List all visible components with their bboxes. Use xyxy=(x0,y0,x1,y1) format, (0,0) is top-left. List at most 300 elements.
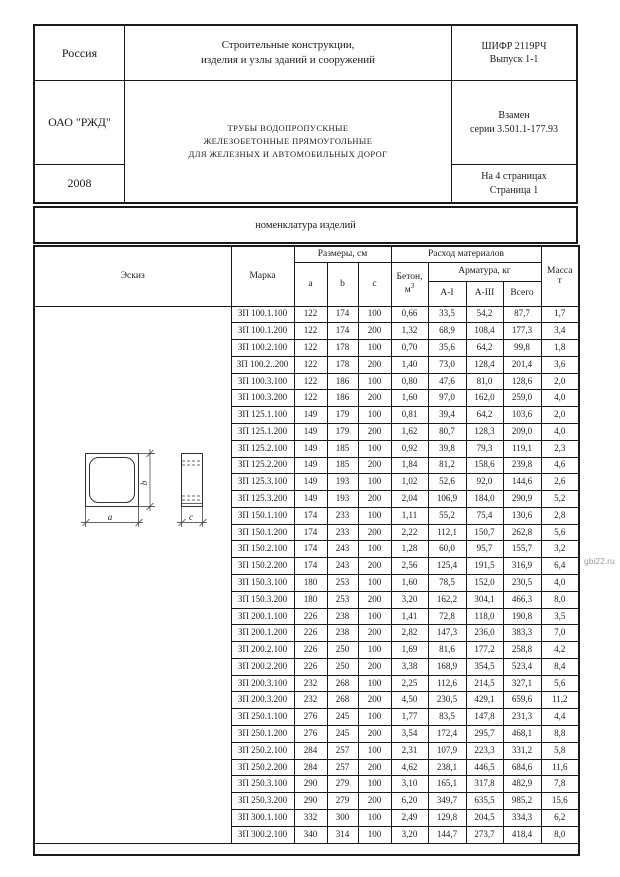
cell-mark: ЗП 200.2.200 xyxy=(231,658,294,675)
cell-mark: ЗП 100.1.200 xyxy=(231,323,294,340)
cell-dim-c: 100 xyxy=(358,642,391,659)
cell-dim-b: 279 xyxy=(327,793,358,810)
cell-dim-a: 149 xyxy=(294,457,327,474)
cell-concrete: 3,20 xyxy=(391,826,428,843)
cell-mass: 7,8 xyxy=(541,776,579,793)
cell-mark: ЗП 125.3.100 xyxy=(231,474,294,491)
cell-rebar-aiii: 204,5 xyxy=(466,809,503,826)
replaces-cell xyxy=(452,81,576,165)
cell-rebar-aiii: 54,2 xyxy=(466,306,503,323)
cell-mass: 11,2 xyxy=(541,692,579,709)
cell-rebar-ai: 81,2 xyxy=(428,457,466,474)
cell-dim-b: 268 xyxy=(327,692,358,709)
cell-concrete: 2,82 xyxy=(391,625,428,642)
cipher-code: ШИФР 2119РЧ xyxy=(481,40,547,52)
cell-rebar-total: 230,5 xyxy=(503,575,541,592)
cell-rebar-total: 482,9 xyxy=(503,776,541,793)
cell-dim-b: 245 xyxy=(327,726,358,743)
cell-dim-a: 232 xyxy=(294,692,327,709)
cell-concrete: 2,25 xyxy=(391,675,428,692)
cell-dim-a: 226 xyxy=(294,658,327,675)
cell-rebar-total: 684,6 xyxy=(503,759,541,776)
cell-concrete: 2,31 xyxy=(391,742,428,759)
cell-dim-c: 200 xyxy=(358,692,391,709)
col-group-rebar: Арматура, кг xyxy=(428,262,541,281)
cell-rebar-total: 327,1 xyxy=(503,675,541,692)
cell-dim-a: 226 xyxy=(294,608,327,625)
cell-dim-c: 100 xyxy=(358,306,391,323)
cell-rebar-total: 87,7 xyxy=(503,306,541,323)
cell-rebar-total: 155,7 xyxy=(503,541,541,558)
sketch-cell xyxy=(34,306,231,843)
cell-concrete: 4,62 xyxy=(391,759,428,776)
cell-rebar-aiii: 635,5 xyxy=(466,793,503,810)
cell-rebar-total: 258,8 xyxy=(503,642,541,659)
cell-mark: ЗП 150.2.200 xyxy=(231,558,294,575)
cell-mass: 5,6 xyxy=(541,675,579,692)
cell-mark: ЗП 250.2.100 xyxy=(231,742,294,759)
concrete-label-unit: м xyxy=(404,285,411,296)
col-header-rebar-total: Всего xyxy=(503,281,541,306)
cell-rebar-total: 466,3 xyxy=(503,591,541,608)
cell-concrete: 0,81 xyxy=(391,407,428,424)
cell-concrete: 1,02 xyxy=(391,474,428,491)
dim-label-c: c xyxy=(189,511,193,522)
cell-dim-a: 149 xyxy=(294,474,327,491)
cell-dim-c: 200 xyxy=(358,558,391,575)
cell-dim-b: 179 xyxy=(327,423,358,440)
cell-mass: 7,0 xyxy=(541,625,579,642)
cell-dim-c: 200 xyxy=(358,625,391,642)
cell-dim-a: 276 xyxy=(294,709,327,726)
cell-dim-a: 149 xyxy=(294,491,327,508)
cell-concrete: 2,04 xyxy=(391,491,428,508)
cell-rebar-ai: 47,6 xyxy=(428,373,466,390)
cell-mass: 8,0 xyxy=(541,591,579,608)
cell-dim-b: 253 xyxy=(327,591,358,608)
cell-rebar-aiii: 304,1 xyxy=(466,591,503,608)
cell-mass: 1,7 xyxy=(541,306,579,323)
dim-label-b: b xyxy=(139,480,149,485)
cell-rebar-ai: 68,9 xyxy=(428,323,466,340)
cell-dim-a: 284 xyxy=(294,742,327,759)
cell-dim-b: 238 xyxy=(327,608,358,625)
cell-mark: ЗП 125.2.200 xyxy=(231,457,294,474)
cell-dim-b: 250 xyxy=(327,658,358,675)
cell-mark: ЗП 250.1.100 xyxy=(231,709,294,726)
cell-dim-a: 149 xyxy=(294,423,327,440)
cell-mark: ЗП 200.3.200 xyxy=(231,692,294,709)
cell-dim-c: 200 xyxy=(358,457,391,474)
cell-dim-b: 185 xyxy=(327,440,358,457)
cell-mark: ЗП 250.3.100 xyxy=(231,776,294,793)
company-cell xyxy=(35,81,125,165)
col-header-dim-b: b xyxy=(327,262,358,306)
page-number: Страница 1 xyxy=(489,184,539,196)
cell-mass: 4,0 xyxy=(541,575,579,592)
cell-dim-b: 243 xyxy=(327,541,358,558)
cell-dim-b: 300 xyxy=(327,809,358,826)
front-view-outline xyxy=(86,453,139,506)
cell-concrete: 1,84 xyxy=(391,457,428,474)
cell-rebar-aiii: 317,8 xyxy=(466,776,503,793)
cell-dim-a: 332 xyxy=(294,809,327,826)
cell-rebar-aiii: 446,5 xyxy=(466,759,503,776)
pages-cell xyxy=(452,165,576,202)
cell-rebar-total: 985,2 xyxy=(503,793,541,810)
replaces-line-1: Взамен xyxy=(498,110,530,121)
cell-dim-b: 243 xyxy=(327,558,358,575)
cell-mark: ЗП 200.3.100 xyxy=(231,675,294,692)
cell-mass: 3,2 xyxy=(541,541,579,558)
cell-dim-a: 122 xyxy=(294,373,327,390)
cell-mark: ЗП 300.1.100 xyxy=(231,809,294,826)
footer-strip-row xyxy=(34,843,579,855)
cell-dim-c: 200 xyxy=(358,323,391,340)
product-sketch-drawing xyxy=(35,307,230,843)
cell-dim-a: 174 xyxy=(294,541,327,558)
cell-rebar-ai: 162,2 xyxy=(428,591,466,608)
cell-dim-a: 149 xyxy=(294,440,327,457)
cell-concrete: 1,60 xyxy=(391,575,428,592)
cell-mark: ЗП 100.1.100 xyxy=(231,306,294,323)
cell-rebar-ai: 60,0 xyxy=(428,541,466,558)
cell-mass: 5,2 xyxy=(541,491,579,508)
cell-rebar-total: 259,0 xyxy=(503,390,541,407)
cell-rebar-total: 201,4 xyxy=(503,356,541,373)
cell-dim-b: 178 xyxy=(327,356,358,373)
cell-mark: ЗП 250.3.200 xyxy=(231,793,294,810)
cell-rebar-aiii: 223,3 xyxy=(466,742,503,759)
cell-mass: 1,8 xyxy=(541,340,579,357)
footer-strip-cell xyxy=(34,843,579,855)
cell-mass: 5,8 xyxy=(541,742,579,759)
cell-rebar-aiii: 429,1 xyxy=(466,692,503,709)
cell-rebar-ai: 33,5 xyxy=(428,306,466,323)
country-label: Россия xyxy=(61,45,98,60)
cell-rebar-aiii: 128,3 xyxy=(466,423,503,440)
cell-dim-a: 180 xyxy=(294,575,327,592)
cell-mass: 2,0 xyxy=(541,407,579,424)
cell-rebar-total: 334,3 xyxy=(503,809,541,826)
cell-rebar-ai: 73,0 xyxy=(428,356,466,373)
cell-dim-c: 100 xyxy=(358,709,391,726)
cell-dim-b: 245 xyxy=(327,709,358,726)
cell-dim-c: 200 xyxy=(358,793,391,810)
cell-dim-b: 279 xyxy=(327,776,358,793)
cell-dim-a: 290 xyxy=(294,793,327,810)
cell-mass: 3,6 xyxy=(541,356,579,373)
cell-dim-c: 100 xyxy=(358,776,391,793)
cell-dim-a: 174 xyxy=(294,524,327,541)
year-label: 2008 xyxy=(67,176,92,191)
cell-mass: 4,2 xyxy=(541,642,579,659)
cell-concrete: 1,77 xyxy=(391,709,428,726)
cell-dim-a: 226 xyxy=(294,625,327,642)
cell-dim-a: 340 xyxy=(294,826,327,843)
cell-rebar-aiii: 128,4 xyxy=(466,356,503,373)
cell-mass: 3,5 xyxy=(541,608,579,625)
cell-concrete: 3,54 xyxy=(391,726,428,743)
cell-rebar-ai: 147,3 xyxy=(428,625,466,642)
cell-concrete: 0,92 xyxy=(391,440,428,457)
subject-cell xyxy=(125,26,452,81)
cell-dim-c: 200 xyxy=(358,591,391,608)
year-cell xyxy=(35,165,125,202)
cell-mass: 4,6 xyxy=(541,457,579,474)
cell-dim-a: 180 xyxy=(294,591,327,608)
title-line-2: ЖЕЛЕЗОБЕТОННЫЕ ПРЯМОУГОЛЬНЫЕ xyxy=(203,136,373,147)
cell-rebar-aiii: 191,5 xyxy=(466,558,503,575)
country-cell xyxy=(35,26,125,81)
cell-rebar-total: 130,6 xyxy=(503,507,541,524)
cell-rebar-aiii: 354,5 xyxy=(466,658,503,675)
cell-mark: ЗП 300.2.100 xyxy=(231,826,294,843)
cell-rebar-ai: 55,2 xyxy=(428,507,466,524)
cell-dim-c: 100 xyxy=(358,340,391,357)
cell-concrete: 1,69 xyxy=(391,642,428,659)
cell-dim-b: 185 xyxy=(327,457,358,474)
cell-rebar-ai: 144,7 xyxy=(428,826,466,843)
mass-label-line2: т xyxy=(557,276,562,287)
cell-dim-b: 250 xyxy=(327,642,358,659)
cell-rebar-aiii: 184,0 xyxy=(466,491,503,508)
cell-concrete: 3,20 xyxy=(391,591,428,608)
cell-concrete: 2,56 xyxy=(391,558,428,575)
cell-dim-c: 100 xyxy=(358,373,391,390)
cell-mark: ЗП 125.1.200 xyxy=(231,423,294,440)
cell-concrete: 1,40 xyxy=(391,356,428,373)
col-group-materials: Расход материалов xyxy=(391,246,541,262)
nomenclature-table xyxy=(33,245,580,856)
col-header-rebar-aiii: А-III xyxy=(466,281,503,306)
cell-rebar-aiii: 295,7 xyxy=(466,726,503,743)
cell-mark: ЗП 100.2.100 xyxy=(231,340,294,357)
mass-label-line1: Масса xyxy=(547,265,573,276)
cell-dim-c: 100 xyxy=(358,474,391,491)
cell-dim-b: 174 xyxy=(327,306,358,323)
cell-concrete: 3,10 xyxy=(391,776,428,793)
cell-rebar-aiii: 64,2 xyxy=(466,407,503,424)
cell-rebar-ai: 238,1 xyxy=(428,759,466,776)
pages-count: На 4 страницах xyxy=(481,171,547,182)
cell-dim-b: 233 xyxy=(327,524,358,541)
cell-mark: ЗП 100.2..200 xyxy=(231,356,294,373)
cell-mass: 6,2 xyxy=(541,809,579,826)
cell-rebar-ai: 129,8 xyxy=(428,809,466,826)
nomenclature-table-body xyxy=(34,306,579,843)
cell-mark: ЗП 150.1.100 xyxy=(231,507,294,524)
cell-concrete: 1,41 xyxy=(391,608,428,625)
cell-rebar-aiii: 81,0 xyxy=(466,373,503,390)
cell-rebar-total: 103,6 xyxy=(503,407,541,424)
cell-dim-a: 122 xyxy=(294,340,327,357)
cell-rebar-aiii: 92,0 xyxy=(466,474,503,491)
cell-dim-b: 179 xyxy=(327,407,358,424)
col-header-dim-c: c xyxy=(358,262,391,306)
cell-mark: ЗП 150.1.200 xyxy=(231,524,294,541)
issue-number: Выпуск 1-1 xyxy=(489,54,539,65)
cell-rebar-total: 99,8 xyxy=(503,340,541,357)
cell-dim-a: 232 xyxy=(294,675,327,692)
cell-rebar-ai: 165,1 xyxy=(428,776,466,793)
cell-mark: ЗП 200.1.200 xyxy=(231,625,294,642)
col-header-dim-a: a xyxy=(294,262,327,306)
document-title-cell xyxy=(125,81,452,202)
cell-rebar-ai: 349,7 xyxy=(428,793,466,810)
cell-rebar-aiii: 75,4 xyxy=(466,507,503,524)
cell-dim-a: 226 xyxy=(294,642,327,659)
title-line-1: ТРУБЫ ВОДОПРОПУСКНЫЕ xyxy=(227,123,349,134)
cell-dim-b: 186 xyxy=(327,373,358,390)
cell-rebar-total: 128,6 xyxy=(503,373,541,390)
subject-line-1: Строительные конструкции, xyxy=(221,39,355,52)
company-label: ОАО "РЖД" xyxy=(48,115,111,130)
cell-mark: ЗП 125.1.100 xyxy=(231,407,294,424)
cell-mark: ЗП 150.3.200 xyxy=(231,591,294,608)
cell-concrete: 1,62 xyxy=(391,423,428,440)
cell-mass: 4,0 xyxy=(541,390,579,407)
cell-dim-c: 100 xyxy=(358,826,391,843)
cipher-cell xyxy=(452,26,576,81)
cell-rebar-total: 383,3 xyxy=(503,625,541,642)
cell-rebar-aiii: 95,7 xyxy=(466,541,503,558)
cell-dim-b: 193 xyxy=(327,491,358,508)
cell-rebar-aiii: 147,8 xyxy=(466,709,503,726)
cell-rebar-ai: 107,9 xyxy=(428,742,466,759)
cell-rebar-ai: 39,4 xyxy=(428,407,466,424)
cell-rebar-total: 144,6 xyxy=(503,474,541,491)
cell-dim-c: 200 xyxy=(358,390,391,407)
cell-dim-c: 100 xyxy=(358,575,391,592)
cell-dim-b: 186 xyxy=(327,390,358,407)
cell-rebar-aiii: 79,3 xyxy=(466,440,503,457)
cell-rebar-total: 177,3 xyxy=(503,323,541,340)
cell-dim-c: 100 xyxy=(358,675,391,692)
cell-dim-b: 268 xyxy=(327,675,358,692)
cell-rebar-total: 468,1 xyxy=(503,726,541,743)
cell-concrete: 1,28 xyxy=(391,541,428,558)
cell-mass: 3,4 xyxy=(541,323,579,340)
col-header-mark: Марка xyxy=(231,246,294,306)
cell-dim-a: 290 xyxy=(294,776,327,793)
cell-mass: 5,6 xyxy=(541,524,579,541)
cell-rebar-aiii: 152,0 xyxy=(466,575,503,592)
cell-rebar-aiii: 118,0 xyxy=(466,608,503,625)
cell-rebar-ai: 52,6 xyxy=(428,474,466,491)
cell-dim-c: 100 xyxy=(358,809,391,826)
cell-concrete: 0,66 xyxy=(391,306,428,323)
replaces-line-2: серии 3.501.1-177.93 xyxy=(469,123,559,135)
cell-rebar-total: 523,4 xyxy=(503,658,541,675)
section-title-box xyxy=(33,206,578,244)
cell-rebar-total: 331,2 xyxy=(503,742,541,759)
cell-concrete: 0,70 xyxy=(391,340,428,357)
cell-rebar-aiii: 158,6 xyxy=(466,457,503,474)
title-line-3: ДЛЯ ЖЕЛЕЗНЫХ И АВТОМОБИЛЬНЫХ ДОРОГ xyxy=(188,148,388,159)
cell-concrete: 4,50 xyxy=(391,692,428,709)
cell-rebar-total: 190,8 xyxy=(503,608,541,625)
cell-rebar-aiii: 162,0 xyxy=(466,390,503,407)
cell-rebar-total: 209,0 xyxy=(503,423,541,440)
cell-rebar-aiii: 177,2 xyxy=(466,642,503,659)
cell-rebar-total: 119,1 xyxy=(503,440,541,457)
cell-dim-b: 257 xyxy=(327,759,358,776)
cell-concrete: 1,32 xyxy=(391,323,428,340)
concrete-unit-sup: 3 xyxy=(410,281,415,290)
cell-rebar-total: 239,8 xyxy=(503,457,541,474)
cell-rebar-ai: 230,5 xyxy=(428,692,466,709)
cell-mark: ЗП 125.2.100 xyxy=(231,440,294,457)
cell-concrete: 1,60 xyxy=(391,390,428,407)
cell-dim-c: 200 xyxy=(358,356,391,373)
cell-dim-b: 238 xyxy=(327,625,358,642)
cell-dim-b: 193 xyxy=(327,474,358,491)
cell-mass: 8,4 xyxy=(541,658,579,675)
cell-rebar-ai: 168,9 xyxy=(428,658,466,675)
cell-dim-c: 200 xyxy=(358,759,391,776)
cell-rebar-total: 290,9 xyxy=(503,491,541,508)
cell-rebar-ai: 112,6 xyxy=(428,675,466,692)
cell-concrete: 6,20 xyxy=(391,793,428,810)
cell-rebar-ai: 106,9 xyxy=(428,491,466,508)
cell-rebar-ai: 35,6 xyxy=(428,340,466,357)
cell-rebar-total: 262,8 xyxy=(503,524,541,541)
cell-dim-c: 100 xyxy=(358,742,391,759)
cell-rebar-ai: 78,5 xyxy=(428,575,466,592)
cell-dim-a: 149 xyxy=(294,407,327,424)
cell-mark: ЗП 100.3.200 xyxy=(231,390,294,407)
cell-rebar-total: 659,6 xyxy=(503,692,541,709)
cell-dim-c: 200 xyxy=(358,491,391,508)
cell-dim-b: 314 xyxy=(327,826,358,843)
cell-dim-a: 174 xyxy=(294,558,327,575)
cell-mark: ЗП 150.2.100 xyxy=(231,541,294,558)
cell-mass: 2,0 xyxy=(541,373,579,390)
cell-dim-c: 100 xyxy=(358,608,391,625)
cell-rebar-ai: 125,4 xyxy=(428,558,466,575)
cell-dim-b: 253 xyxy=(327,575,358,592)
cell-mark: ЗП 125.3.200 xyxy=(231,491,294,508)
table-row xyxy=(34,306,579,323)
cell-rebar-ai: 39,8 xyxy=(428,440,466,457)
cell-dim-c: 200 xyxy=(358,423,391,440)
cell-dim-a: 174 xyxy=(294,507,327,524)
cell-dim-a: 122 xyxy=(294,390,327,407)
cell-dim-b: 174 xyxy=(327,323,358,340)
cell-dim-a: 122 xyxy=(294,323,327,340)
cell-mass: 15,6 xyxy=(541,793,579,810)
cell-rebar-aiii: 214,5 xyxy=(466,675,503,692)
cell-rebar-total: 316,9 xyxy=(503,558,541,575)
cell-dim-c: 100 xyxy=(358,407,391,424)
cell-dim-c: 100 xyxy=(358,507,391,524)
cell-dim-c: 200 xyxy=(358,658,391,675)
cell-rebar-ai: 97,0 xyxy=(428,390,466,407)
cell-rebar-ai: 81,6 xyxy=(428,642,466,659)
cell-mass: 2,3 xyxy=(541,440,579,457)
cell-concrete: 0,80 xyxy=(391,373,428,390)
front-view-opening xyxy=(90,457,135,502)
cell-mass: 6,4 xyxy=(541,558,579,575)
cell-mass: 4,4 xyxy=(541,709,579,726)
cell-concrete: 2,49 xyxy=(391,809,428,826)
cell-rebar-total: 231,3 xyxy=(503,709,541,726)
cell-mark: ЗП 200.2.100 xyxy=(231,642,294,659)
dim-label-a: a xyxy=(107,511,113,522)
cell-concrete: 3,38 xyxy=(391,658,428,675)
cell-mark: ЗП 200.1.100 xyxy=(231,608,294,625)
